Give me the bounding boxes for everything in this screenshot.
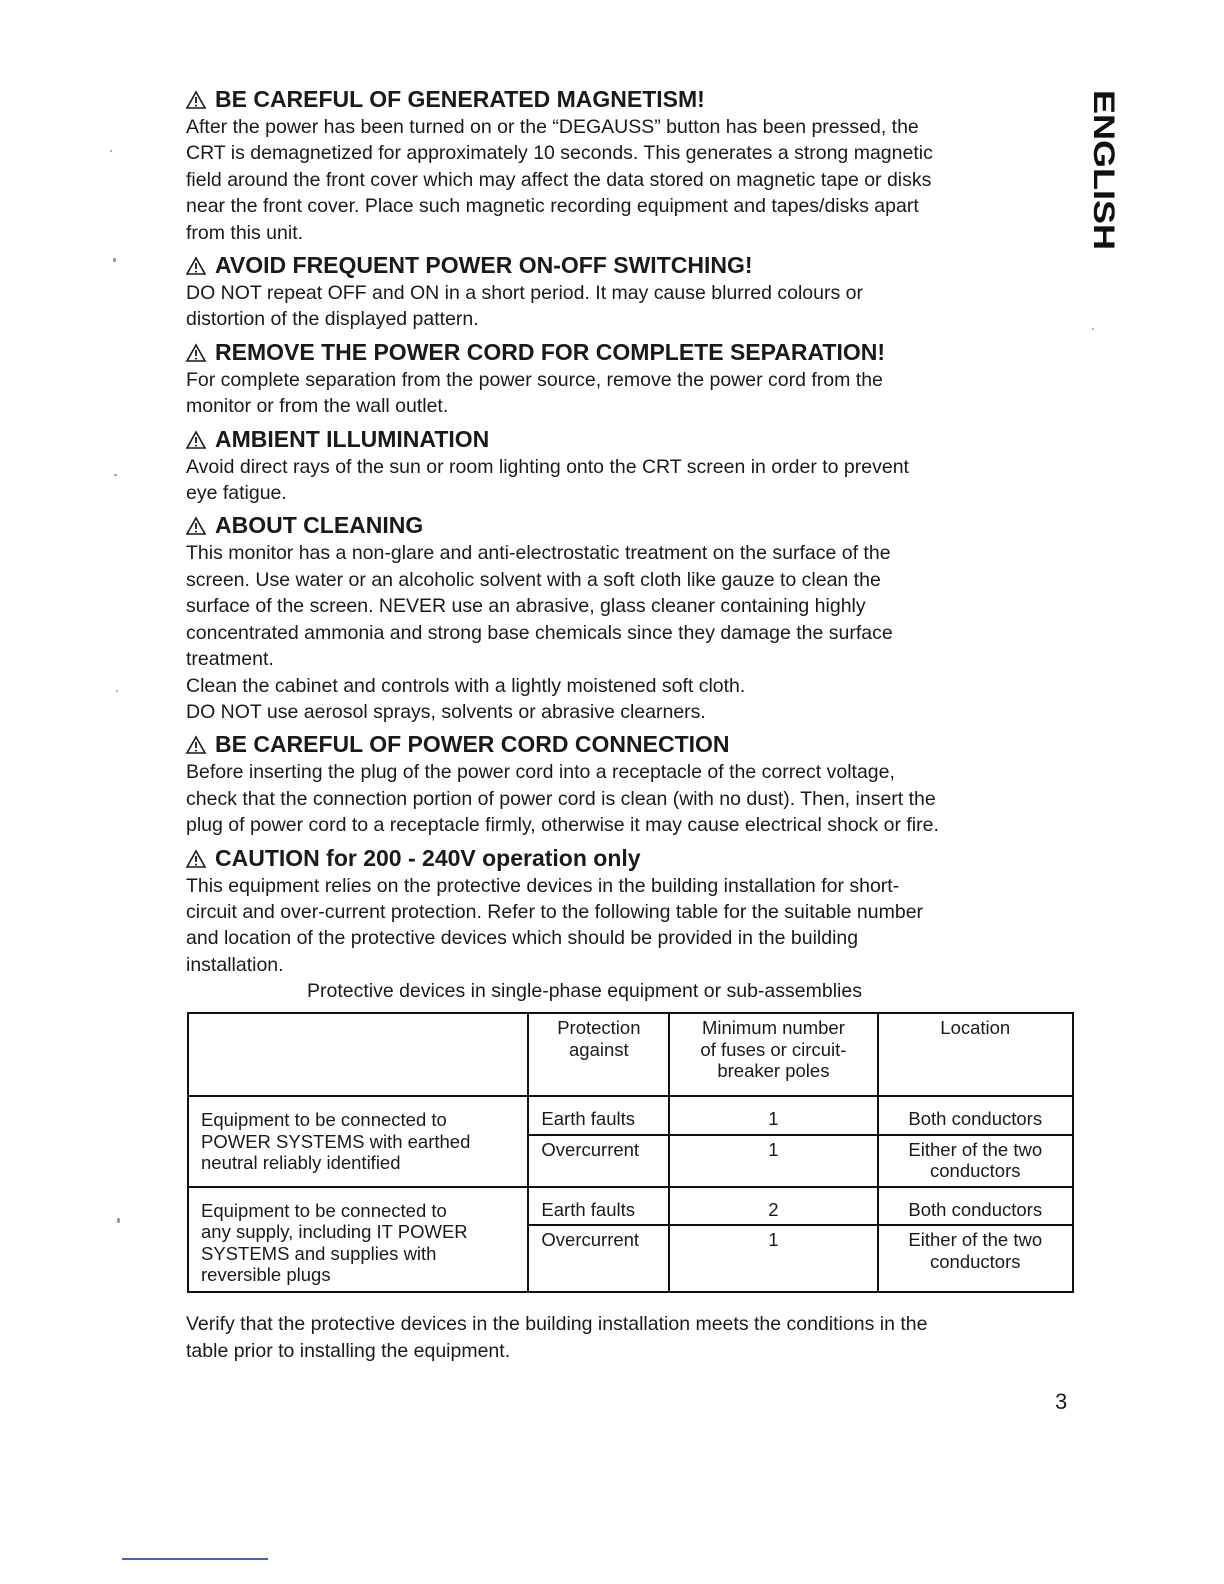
location-cell	[878, 1225, 1073, 1292]
language-tab-text: ENGLISH	[1087, 90, 1120, 224]
section-heading	[186, 250, 1076, 280]
body-line: monitor or from the wall outlet.	[186, 395, 449, 418]
section-heading-text: BE CAREFUL OF POWER CORD CONNECTION	[215, 731, 730, 758]
protection-cell: Earth faults	[528, 1096, 669, 1135]
warning-triangle-icon	[186, 257, 206, 275]
section-power-switching	[186, 250, 1076, 333]
section-heading-text: AMBIENT ILLUMINATION	[215, 425, 490, 452]
section-heading-text: ABOUT CLEANING	[215, 512, 424, 539]
body-line: distortion of the displayed pattern.	[186, 308, 479, 331]
table-row	[188, 1187, 1073, 1226]
location-line: Both conductors	[908, 1108, 1043, 1130]
body-line: surface of the screen. NEVER use an abrasive, glass cleaner containing highly	[186, 595, 866, 618]
equipment-line: neutral reliably identified	[201, 1152, 401, 1174]
language-edge-tab	[1068, 86, 1120, 254]
body-line: and location of the protective devices which should be provided in the building	[186, 927, 859, 950]
location-cell	[878, 1187, 1073, 1226]
header-line: Protection	[557, 1017, 641, 1039]
protective-devices-table	[187, 1012, 1074, 1293]
header-line: against	[569, 1038, 629, 1060]
body-line: For complete separation from the power source, remove the power cord from the	[186, 368, 883, 391]
header-location	[878, 1013, 1073, 1096]
body-line: field around the front cover which may affect the data stored on magnetic tape or disks	[186, 168, 932, 191]
equipment-line: any supply, including IT POWER	[201, 1221, 468, 1243]
section-heading-text: REMOVE THE POWER CORD FOR COMPLETE SEPARATION!	[215, 338, 885, 365]
language-tab-mark	[1068, 86, 1120, 254]
section-heading	[186, 337, 1076, 367]
section-body	[186, 540, 1076, 725]
section-body	[186, 454, 1076, 507]
note-line: Verify that the protective devices in the building installation meets the conditions in the	[186, 1313, 928, 1336]
location-cell	[878, 1096, 1073, 1135]
body-line: circuit and over-current protection. Refer to the following table for the suitable number	[186, 900, 924, 923]
equipment-cell	[188, 1096, 528, 1187]
warning-triangle-icon	[186, 91, 206, 109]
body-line: CRT is demagnetized for approximately 10 seconds. This generates a strong magnetic	[186, 142, 933, 165]
minimum-cell: 1	[669, 1096, 877, 1135]
body-line: Clean the cabinet and controls with a lightly moistened soft cloth.	[186, 674, 746, 697]
verification-note	[186, 1311, 1076, 1364]
section-heading	[186, 843, 1076, 873]
section-caution-voltage	[186, 843, 1076, 979]
minimum-cell: 1	[669, 1135, 877, 1187]
section-body	[186, 873, 1076, 979]
section-heading-text: BE CAREFUL OF GENERATED MAGNETISM!	[215, 86, 705, 112]
protection-cell: Earth faults	[528, 1187, 669, 1226]
section-cleaning	[186, 510, 1076, 725]
equipment-line: reversible plugs	[201, 1264, 331, 1286]
equipment-line: Equipment to be connected to	[201, 1199, 447, 1221]
location-line: Either of the two	[908, 1229, 1043, 1251]
section-heading-text: AVOID FREQUENT POWER ON-OFF SWITCHING!	[215, 252, 753, 279]
location-line: Both conductors	[908, 1198, 1043, 1220]
body-line: plug of power cord to a receptacle firmly, otherwise it may cause electrical shock or fire.	[186, 814, 939, 837]
page-number: 3	[1055, 1389, 1068, 1414]
header-empty-cell	[188, 1013, 528, 1096]
section-power-cord-connection	[186, 729, 1076, 838]
equipment-line: POWER SYSTEMS with earthed	[201, 1130, 471, 1152]
body-line: This equipment relies on the protective devices in the building installation for short-	[186, 874, 900, 897]
equipment-line: Equipment to be connected to	[201, 1109, 447, 1131]
section-body	[186, 367, 1076, 420]
section-power-cord-separation	[186, 337, 1076, 420]
manual-page	[186, 84, 1076, 1364]
equipment-line: SYSTEMS and supplies with	[201, 1242, 437, 1264]
location-line: Either of the two	[908, 1138, 1043, 1160]
table-row	[188, 1096, 1073, 1135]
body-line: eye fatigue.	[186, 482, 287, 505]
warning-triangle-icon	[186, 431, 206, 449]
section-body	[186, 280, 1076, 333]
warning-triangle-icon	[186, 344, 206, 362]
section-body	[186, 114, 1076, 246]
location-line: conductors	[930, 1160, 1021, 1182]
body-line: Avoid direct rays of the sun or room lighting onto the CRT screen in order to prevent	[186, 455, 909, 478]
minimum-cell: 1	[669, 1225, 877, 1292]
section-heading	[186, 84, 1076, 114]
body-line: DO NOT repeat OFF and ON in a short period. It may cause blurred colours or	[186, 282, 863, 305]
body-line: screen. Use water or an alcoholic solvent with a soft cloth like gauze to clean the	[186, 568, 881, 591]
section-ambient-illumination	[186, 424, 1076, 507]
body-line: from this unit.	[186, 221, 304, 244]
header-line: of fuses or circuit-	[700, 1038, 847, 1060]
table-caption: Protective devices in single-phase equipment or sub-assemblies	[307, 980, 862, 1003]
location-cell	[878, 1135, 1073, 1187]
header-protection	[528, 1013, 669, 1096]
protection-cell: Overcurrent	[528, 1135, 669, 1187]
section-body	[186, 759, 1076, 838]
section-magnetism	[186, 84, 1076, 246]
section-heading	[186, 729, 1076, 759]
warning-triangle-icon	[186, 736, 206, 754]
warning-triangle-icon	[186, 850, 206, 868]
body-line: near the front cover. Place such magnetic recording equipment and tapes/disks apart	[186, 195, 919, 218]
warning-triangle-icon	[186, 517, 206, 535]
header-line: Location	[940, 1017, 1011, 1039]
body-line: DO NOT use aerosol sprays, solvents or abrasive clearners.	[186, 700, 706, 723]
table-header-row	[188, 1013, 1073, 1096]
body-line: After the power has been turned on or the “DEGAUSS” button has been pressed, the	[186, 116, 919, 138]
header-line: breaker poles	[717, 1060, 830, 1082]
header-minimum-number	[669, 1013, 877, 1096]
equipment-cell	[188, 1187, 528, 1293]
body-line: Before inserting the plug of the power cord into a receptacle of the correct voltage,	[186, 761, 895, 784]
section-heading	[186, 424, 1076, 454]
body-line: installation.	[186, 953, 284, 976]
location-line: conductors	[930, 1250, 1021, 1272]
body-line: check that the connection portion of power cord is clean (with no dust). Then, insert the	[186, 787, 936, 810]
minimum-cell: 2	[669, 1187, 877, 1226]
protection-cell: Overcurrent	[528, 1225, 669, 1292]
body-line: This monitor has a non-glare and anti-electrostatic treatment on the surface of the	[186, 542, 891, 565]
body-line: concentrated ammonia and strong base chemicals since they damage the surface	[186, 621, 893, 644]
header-line: Minimum number	[701, 1017, 845, 1039]
body-line: treatment.	[186, 648, 274, 671]
section-heading-text: CAUTION for 200 - 240V operation only	[215, 844, 641, 871]
bottom-rule	[122, 1558, 268, 1560]
note-line: table prior to installing the equipment.	[186, 1339, 511, 1362]
section-heading	[186, 510, 1076, 540]
